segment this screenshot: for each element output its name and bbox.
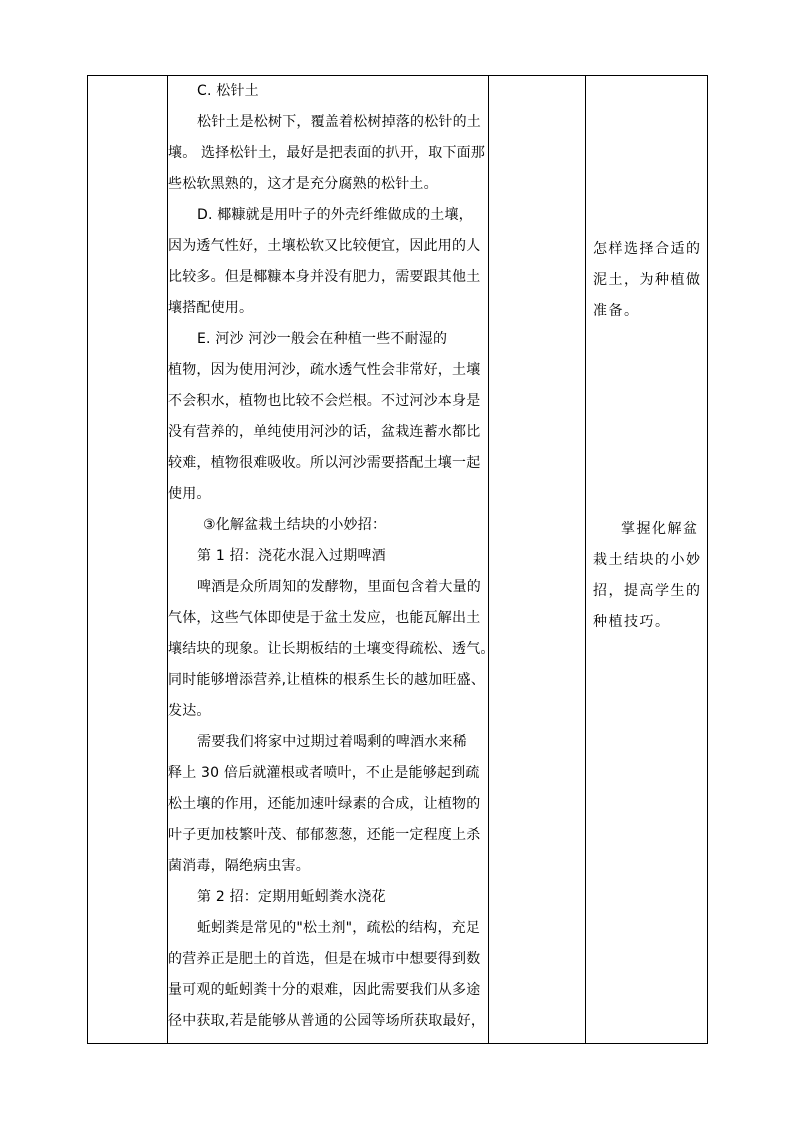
note-line: 种植技巧。 bbox=[593, 614, 671, 630]
content-line: E. 河沙 河沙一般会在种植一些不耐湿的 bbox=[197, 331, 448, 347]
design-note-soil-selection bbox=[593, 234, 702, 327]
content-line: D. 椰糠就是用叶子的外壳纤维做成的土壤， bbox=[197, 207, 473, 223]
content-line: ③化解盆栽土结块的小妙招： bbox=[203, 517, 387, 533]
note-line: 栽土结块的小妙 bbox=[593, 552, 702, 568]
content-line: 发达。 bbox=[168, 703, 211, 719]
note-line: 招，提高学生的 bbox=[593, 583, 702, 599]
content-line: 使用。 bbox=[168, 486, 211, 502]
content-line: 同时能够增添营养,让植株的根系生长的越加旺盛、 bbox=[168, 672, 486, 688]
content-line: 壤结块的现象。让长期板结的土壤变得疏松、透气。 bbox=[168, 641, 495, 657]
note-line: 掌握化解盆 bbox=[621, 521, 699, 537]
content-line: 叶子更加枝繁叶茂、郁郁葱葱，还能一定程度上杀 bbox=[168, 827, 481, 843]
content-line: 释上 30 倍后就灌根或者喷叶，不止是能够起到疏 bbox=[168, 765, 480, 781]
content-line: 些松软黑熟的，这才是充分腐熟的松针土。 bbox=[168, 176, 438, 192]
content-line: 啤酒是众所周知的发酵物，里面包含着大量的 bbox=[197, 579, 481, 595]
content-line: 因为透气性好，土壤松软又比较便宜，因此用的人 bbox=[168, 238, 481, 254]
note-line: 准备。 bbox=[593, 303, 640, 319]
content-line: 壤搭配使用。 bbox=[168, 300, 254, 316]
content-line: 松土壤的作用，还能加速叶绿素的合成，让植物的 bbox=[168, 796, 481, 812]
content-line: 菌消毒，隔绝病虫害。 bbox=[168, 858, 310, 874]
lesson-plan-table bbox=[87, 75, 708, 1044]
content-line: 第 1 招：浇花水混入过期啤酒 bbox=[197, 548, 386, 564]
teaching-content-text bbox=[168, 76, 495, 1037]
content-line: 松针土是松树下，覆盖着松树掉落的松针的土 bbox=[197, 114, 481, 130]
content-line: 不会积水，植物也比较不会烂根。不过河沙本身是 bbox=[168, 393, 481, 409]
content-line: 的营养正是肥土的首选，但是在城市中想要得到数 bbox=[168, 951, 481, 967]
design-note-soil-caking bbox=[593, 514, 702, 638]
teaching-content-cell bbox=[168, 76, 495, 1044]
content-line: 壤。 选择松针土，最好是把表面的扒开，取下面那 bbox=[168, 145, 486, 161]
note-line: 怎样选择合适的 bbox=[593, 241, 702, 257]
design-intent-cell bbox=[586, 76, 708, 1044]
content-line: 第 2 招：定期用蚯蚓粪水浇花 bbox=[197, 889, 386, 905]
content-line: 较难，植物很难吸收。所以河沙需要搭配土壤一起 bbox=[168, 455, 481, 471]
empty-column-cell bbox=[88, 76, 168, 1044]
content-line: 比较多。但是椰糠本身并没有肥力，需要跟其他土 bbox=[168, 269, 481, 285]
content-line: C. 松针土 bbox=[197, 83, 259, 99]
content-line: 没有营养的，单纯使用河沙的话，盆栽连蓄水都比 bbox=[168, 424, 481, 440]
content-line: 蚯蚓粪是常见的"松土剂"，疏松的结构，充足 bbox=[197, 920, 481, 936]
content-line: 径中获取,若是能够从普通的公园等场所获取最好， bbox=[168, 1013, 486, 1029]
table-row bbox=[88, 76, 708, 1044]
content-line: 气体，这些气体即使是于盆土发应，也能瓦解出土 bbox=[168, 610, 481, 626]
content-line: 量可观的蚯蚓粪十分的艰难，因此需要我们从多途 bbox=[168, 982, 481, 998]
note-line: 泥土，为种植做 bbox=[593, 272, 702, 288]
content-line: 植物，因为使用河沙，疏水透气性会非常好，土壤 bbox=[168, 362, 481, 378]
content-line: 需要我们将家中过期过着喝剩的啤酒水来稀 bbox=[197, 734, 467, 750]
empty-activity-cell bbox=[489, 76, 586, 1044]
